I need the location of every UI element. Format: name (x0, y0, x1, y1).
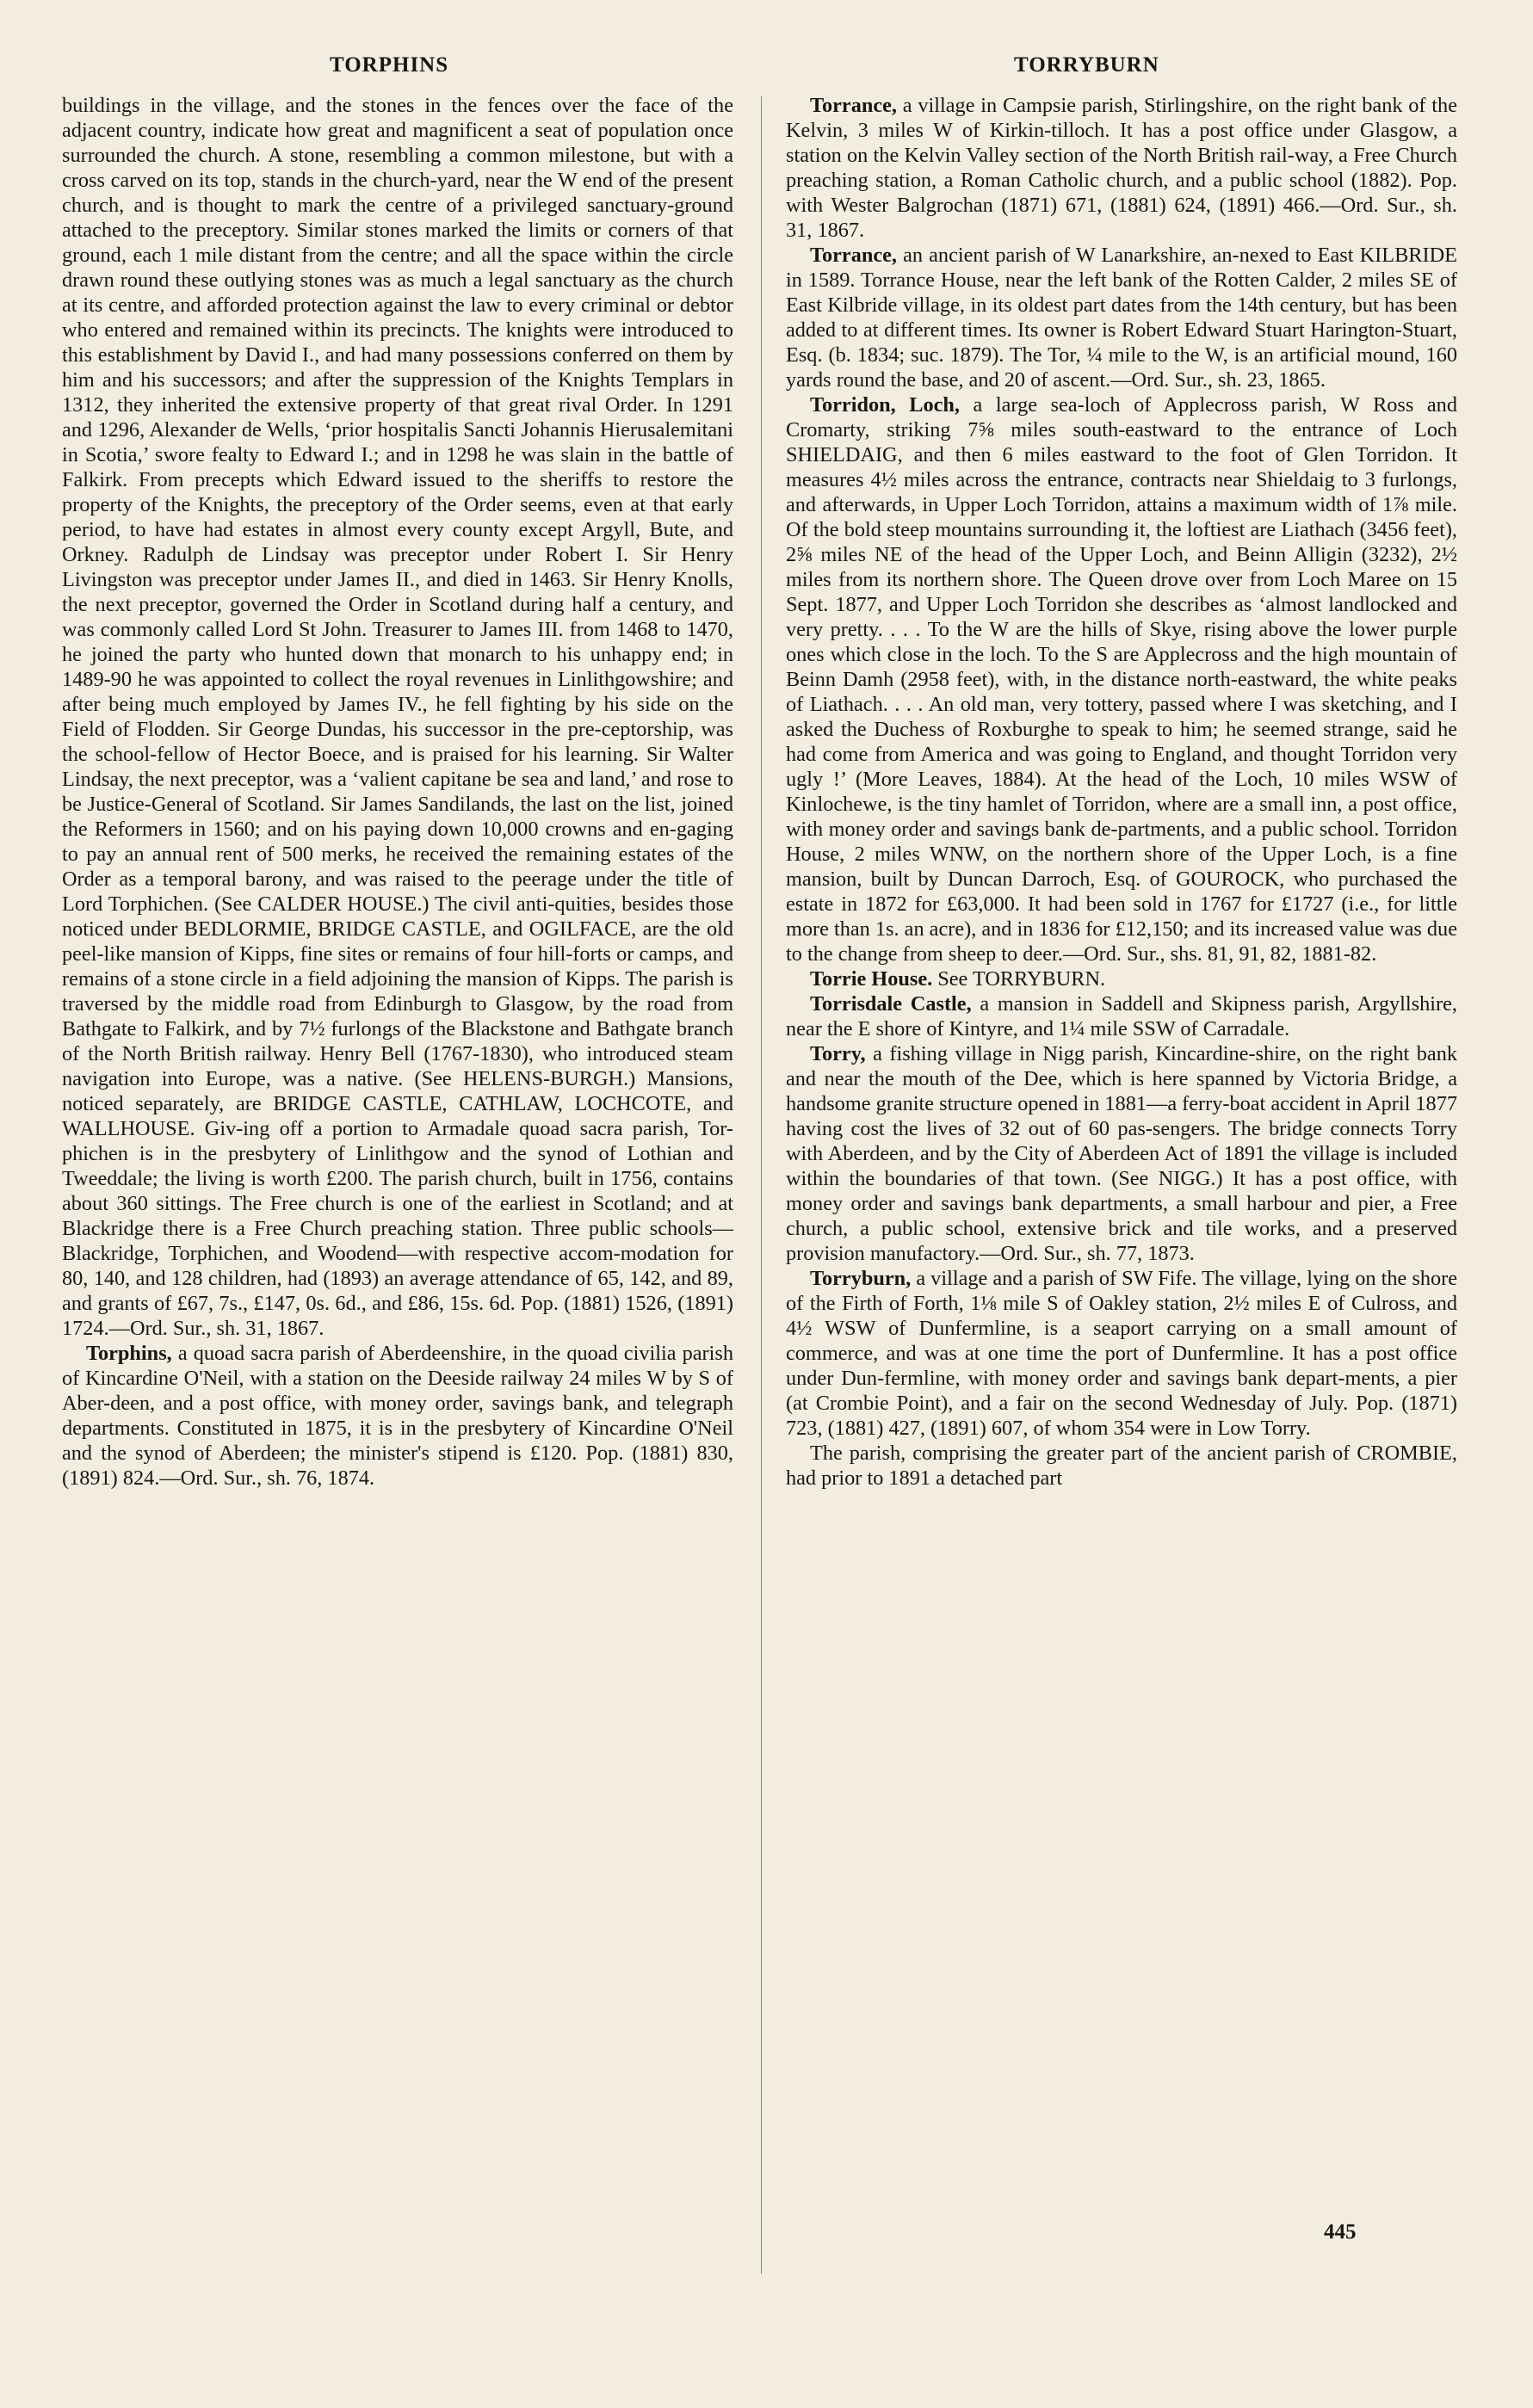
entry-torrie-house-text: See TORRYBURN. (932, 967, 1106, 991)
running-head-left: TORPHINS (330, 53, 449, 77)
column-divider (761, 96, 762, 2274)
running-head-right: TORRYBURN (1014, 53, 1159, 77)
entry-torridon-loch-text: a large sea-loch of Applecross parish, W Ross and Cromarty, striking 7⅝ miles south-eastward to the entrance of Loch SHIELDAIG, and then 6 miles eastward to the foot of Glen Torridon. It measures 4½ miles across the entrance, contracts near Shieldaig to 3 furlongs, and afterwards, in Upper Loch Torridon, attains a maximum width of 1⅞ mile. Of the bold steep mountains surrounding it, the loftiest are Liathach (3456 feet), 2⅝ miles NE of the head of the Upper Loch, and Beinn Alligin (3232), 2½ miles from its northern shore. The Queen drove over from Loch Maree on 15 Sept. 1877, and Upper Loch Torridon she describes as ‘almost landlocked and very pretty. . . . To the W are the hills of Skye, rising above the lower purple ones which close in the loch. To the S are Applecross and the high mountain of Beinn Damh (2958 feet), with, in the distance north-eastward, the white peaks of Liathach. . . . An old man, very tottery, passed where I was sketching, and I asked the Duchess of Roxburghe to speak to him; he seemed strange, said he had come from America and was going to England, and thought Torridon very ugly !’ (More Leaves, 1884). At the head of the Loch, 10 miles WSW of Kinlochewe, is the tiny hamlet of Torridon, where are a small inn, a post office, with money order and savings bank de-partments, and a public school. Torridon House, 2 miles WNW, on the northern shore of the Upper Loch, is a fine mansion, built by Duncan Darroch, Esq. of GOUROCK, who purchased the estate in 1872 for £63,000. It had been sold in 1767 for £1727 (i.e., for little more than 1s. an acre), and in 1836 for £12,150; and its increased value was due to the change from sheep to deer.—Ord. Sur., shs. 81, 91, 82, 1881-82. (786, 393, 1457, 966)
entry-torryburn-text: a village and a parish of SW Fife. The village, lying on the shore of the Firth of Forth, 1⅛ mile S of Oakley station, 2½ miles E of Culross, and 4½ WSW of Dunfermline, is a seaport carrying on a small amount of commerce, and was at one time the port of Dunfermline. It has a post office under Dun-fermline, with money order and savings bank depart-ments, a pier (at Crombie Point), and a fair on the second Wednesday of July. Pop. (1871) 723, (1881) 427, (1891) 607, of whom 354 were in Low Torry. (786, 1267, 1457, 1440)
headword-torrance-parish: Torrance, (810, 244, 897, 267)
entry-torridon-loch (786, 392, 1457, 966)
torryburn-parish-paragraph: The parish, comprising the greater part of the ancient parish of CROMBIE, had prior to 1891 a detached part (786, 1442, 1457, 1490)
headword-torrisdale-castle: Torrisdale Castle, (810, 992, 972, 1016)
entry-torrance-village (786, 93, 1457, 243)
left-column (62, 93, 733, 1491)
headword-torphins: Torphins, (86, 1342, 172, 1365)
entry-torryburn (786, 1266, 1457, 1441)
entry-torrance-village-text: a village in Campsie parish, Stirlingshire, on the right bank of the Kelvin, 3 miles W of Kirkin-tilloch. It has a post office under Glasgow, a station on the Kelvin Valley section of the North British rail-way, a Free Church preaching station, a Roman Catholic church, and a public school (1882). Pop. with Wester Balgrochan (1871) 671, (1881) 624, (1891) 466.—Ord. Sur., sh. 31, 1867. (786, 94, 1457, 242)
headword-torryburn: Torryburn, (810, 1267, 912, 1290)
entry-torphins-text: a quoad sacra parish of Aberdeenshire, in the quoad civilia parish of Kincardine O'Neil, with a station on the Deeside railway 24 miles W by S of Aber-deen, and a post office, with money order, savings bank, and telegraph departments. Constituted in 1875, it is in the presbytery of Kincardine O'Neil and the synod of Aberdeen; the minister's stipend is £120. Pop. (1881) 830, (1891) 824.—Ord. Sur., sh. 76, 1874. (62, 1342, 733, 1490)
headword-torridon-loch: Torridon, Loch, (810, 393, 960, 417)
headword-torry: Torry, (810, 1042, 866, 1065)
page-number: 445 (1324, 2220, 1357, 2244)
entry-torrisdale-castle (786, 991, 1457, 1041)
entry-torrance-parish-text: an ancient parish of W Lanarkshire, an-nexed to East KILBRIDE in 1589. Torrance House, near the left bank of the Rotten Calder, 2 miles SE of East Kilbride village, in its oldest part dates from the 14th century, but has been added to at different times. Its owner is Robert Edward Stuart Harington-Stuart, Esq. (b. 1834; suc. 1879). The Tor, ¼ mile to the W, is an artificial mound, 160 yards round the base, and 20 of ascent.—Ord. Sur., sh. 23, 1865. (786, 244, 1457, 392)
entry-torry-text: a fishing village in Nigg parish, Kincardine-shire, on the right bank and near the mouth of the Dee, which is here spanned by Victoria Bridge, a handsome granite structure opened in 1881—a ferry-boat accident in April 1877 having cost the lives of 32 out of 60 pas-sengers. The bridge connects Torry with Aberdeen, and by the City of Aberdeen Act of 1891 the village is included within the boundaries of that town. (See NIGG.) It has a post office, with money order and savings bank departments, a small harbour and pier, a Free church, a public school, extensive brick and tile works, and a preserved provision manufactory.—Ord. Sur., sh. 77, 1873. (786, 1042, 1457, 1265)
entry-torrie-house (786, 966, 1457, 991)
right-column (786, 93, 1457, 1491)
headword-torrie-house: Torrie House. (810, 967, 933, 991)
headword-torrance-village: Torrance, (810, 94, 897, 117)
entry-torrisdale-castle-text: a mansion in Saddell and Skipness parish, Argyllshire, near the E shore of Kintyre, and 1¼ mile SSW of Carradale. (786, 992, 1457, 1040)
entry-torrance-parish (786, 243, 1457, 392)
entry-torry (786, 1041, 1457, 1266)
entry-torphins (62, 1341, 733, 1491)
torphichen-continuation: buildings in the village, and the stones in the fences over the face of the adjacent country, indicate how great and magnificent a seat of population once surrounded the church. A stone, resembling a common milestone, but with a cross carved on its top, stands in the church-yard, near the W end of the present church, and is thought to mark the centre of a privileged sanctuary-ground attached to the preceptory. Similar stones marked the limits or corners of that ground, each 1 mile distant from the centre; and all the space within the circle drawn round these outlying stones was as much a legal sanctuary as the church at its centre, and afforded protection against the law to every criminal or debtor who entered and remained within its precincts. The knights were introduced to this establishment by David I., and had many possessions conferred on them by him and his successors; and after the suppression of the Knights Templars in 1312, they inherited the extensive property of that great rival Order. In 1291 and 1296, Alexander de Wells, ‘prior hospitalis Sancti Johannis Hierusalemitani in Scotia,’ swore fealty to Edward I.; and in 1298 he was slain in the battle of Falkirk. From precepts which Edward issued to the sheriffs to restore the property of the Knights, the preceptory of the Order seems, even at that early period, to have had estates in almost every county except Argyll, Bute, and Orkney. Radulph de Lindsay was preceptor under Robert I. Sir Henry Livingston was preceptor under James II., and died in 1463. Sir Henry Knolls, the next preceptor, governed the Order in Scotland during half a century, and was commonly called Lord St John. Treasurer to James III. from 1468 to 1470, he joined the party who hunted down that monarch to his unhappy end; in 1489-90 he was appointed to collect the royal revenues in Linlithgowshire; and after being much employed by James IV., he fell fighting by his side on the Field of Flodden. Sir George Dundas, his successor in the pre-ceptorship, was the school-fellow of Hector Boece, and is praised for his learning. Sir Walter Lindsay, the next preceptor, was a ‘valient capitane be sea and land,’ and rose to be Justice-General of Scotland. Sir James Sandilands, the last on the list, joined the Reformers in 1560; and on his paying down 10,000 crowns and en-gaging to pay an annual rent of 500 merks, he received the remaining estates of the Order as a temporal barony, and was raised to the peerage under the title of Lord Torphichen. (See CALDER HOUSE.) The civil anti-quities, besides those noticed under BEDLORMIE, BRIDGE CASTLE, and OGILFACE, are the old peel-like mansion of Kipps, fine sites or remains of four hill-forts or camps, and remains of a stone circle in a field adjoining the mansion of Kipps. The parish is traversed by the middle road from Edinburgh to Glasgow, by the road from Bathgate to Falkirk, and by 7½ furlongs of the Blackstone and Bathgate branch of the North British railway. Henry Bell (1767-1830), who introduced steam navigation into Europe, was a native. (See HELENS-BURGH.) Mansions, noticed separately, are BRIDGE CASTLE, CATHLAW, LOCHCOTE, and WALLHOUSE. Giv-ing off a portion to Armadale quoad sacra parish, Tor-phichen is in the presbytery of Linlithgow and the synod of Lothian and Tweeddale; the living is worth £200. The parish church, built in 1756, contains about 360 sittings. The Free church is one of the earliest in Scotland; and at Blackridge there is a Free Church preaching station. Three public schools—Blackridge, Torphichen, and Woodend—with respective accom-modation for 80, 140, and 128 children, had (1893) an average attendance of 65, 142, and 89, and grants of £67, 7s., £147, 0s. 6d., and £86, 15s. 6d. Pop. (1881) 1526, (1891) 1724.—Ord. Sur., sh. 31, 1867. (62, 94, 733, 1340)
